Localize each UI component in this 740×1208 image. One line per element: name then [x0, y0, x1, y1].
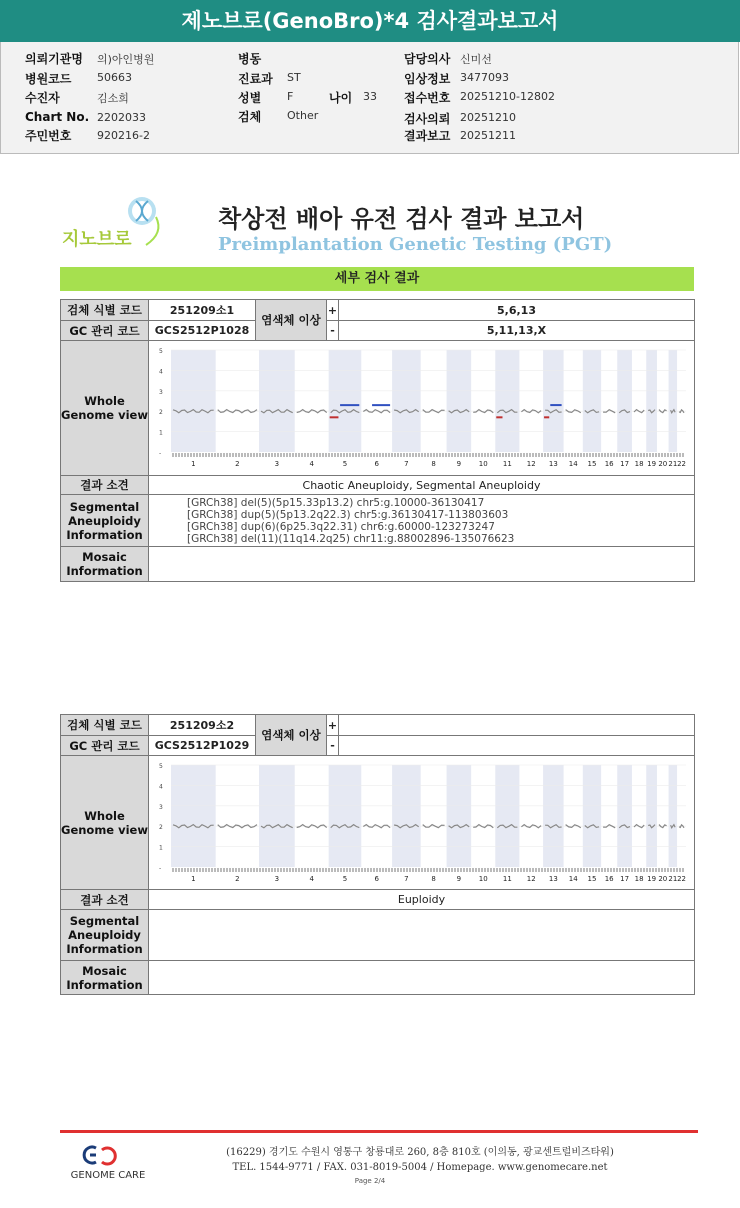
result-label: 결과 소견	[61, 476, 149, 495]
patient-label: 결과보고	[404, 129, 451, 143]
chromosome-band	[543, 350, 564, 452]
y-tick-label: 1	[159, 844, 163, 852]
chromosome-label: 4	[309, 874, 314, 883]
chromosome-band	[646, 765, 657, 867]
segmental-info	[149, 910, 695, 961]
patient-value: 920216-2	[97, 129, 150, 142]
patient-value: F	[287, 90, 294, 103]
segmental-line: [GRCh38] dup(6)(6p25.3q22.31) chr6:g.60000-123273247	[187, 520, 495, 533]
chrom-abn-label: 염색체 이상	[256, 715, 327, 756]
whole-genome-label: Whole Genome view	[61, 756, 149, 890]
chromosome-band	[543, 765, 564, 867]
patient-value: ST	[287, 71, 301, 84]
contact-line: TEL. 1544-9771 / FAX. 031-8019-5004 / Homepage. www.genomecare.net	[232, 1162, 608, 1173]
y-tick-label: 4	[159, 368, 163, 376]
y-tick-label: 3	[159, 803, 163, 811]
patient-label: 병동	[238, 52, 262, 66]
result-label: 결과 소견	[61, 890, 149, 910]
patient-value: 2202033	[97, 111, 146, 124]
chromosome-label: 9	[456, 460, 462, 468]
chromosome-label: 1	[191, 460, 196, 468]
y-tick-label: 2	[159, 409, 163, 417]
patient-label: 성별	[238, 91, 262, 105]
chromosome-band	[617, 765, 632, 867]
patient-info-panel	[0, 42, 739, 154]
chromosome-label: 13	[548, 460, 558, 468]
chromosome-label: 21	[668, 460, 678, 468]
report-title: 제노브로(GenoBro)*4 검사결과보고서	[0, 0, 740, 42]
patient-label: Chart No.	[25, 110, 90, 124]
mosaic-info	[149, 961, 695, 995]
footer-address	[160, 1145, 680, 1175]
chromosome-band	[646, 350, 657, 452]
loss-chromosomes	[339, 736, 695, 756]
chromosome-label: 9	[456, 874, 462, 883]
chromosome-label: 2	[235, 874, 240, 883]
segmental-line: [GRCh38] dup(5)(5p13.2q22.3) chr5:g.36130417-113803603	[187, 508, 509, 521]
gain-chromosomes: 5,6,13	[339, 300, 695, 321]
gc-code-label: GC 관리 코드	[61, 321, 149, 341]
segmental-line: [GRCh38] del(11)(11q14.2q25) chr11:g.88002896-135076623	[187, 532, 515, 545]
segmental-label: Segmental Aneuploidy Information	[61, 910, 149, 961]
logo-text: 지노브로	[62, 229, 132, 250]
chromosome-label: 20	[658, 874, 668, 883]
genobro-logo	[60, 193, 180, 253]
chromosome-label: 11	[502, 874, 512, 883]
chromosome-label: 1	[191, 874, 196, 883]
gain-sign: +	[327, 300, 339, 321]
genome-chart-cell	[149, 756, 695, 890]
copy-number-trace	[566, 824, 581, 827]
result-text: Euploidy	[149, 890, 695, 910]
patient-value: 의)아인병원	[97, 53, 155, 66]
chrom-abn-label: 염색체 이상	[256, 300, 327, 341]
chromosome-band	[447, 765, 472, 867]
patient-value: 신미선	[460, 53, 492, 66]
chromosome-band	[259, 765, 295, 867]
chromosome-label: 10	[478, 874, 488, 883]
chromosome-label: 22	[677, 874, 686, 883]
chromosome-band	[392, 765, 421, 867]
chromosome-band	[495, 765, 519, 867]
chromosome-label: 19	[647, 460, 657, 468]
chromosome-band	[329, 350, 362, 452]
chromosome-band	[669, 350, 677, 452]
chromosome-label: 6	[374, 460, 379, 468]
patient-label: 검체	[238, 110, 262, 124]
chromosome-label: 18	[634, 874, 644, 883]
patient-label: 담당의사	[404, 52, 451, 66]
chromosome-label: 16	[604, 460, 614, 468]
segmental-info	[149, 495, 695, 547]
chromosome-label: 17	[620, 460, 630, 468]
chromosome-label: 4	[309, 460, 314, 468]
chromosome-label: 18	[634, 460, 644, 468]
mosaic-info	[149, 547, 695, 582]
company-name: GENOME CARE	[70, 1170, 146, 1181]
y-tick-label: -	[159, 864, 162, 872]
y-tick-label: 1	[159, 429, 163, 437]
y-tick-label: -	[159, 450, 162, 457]
loss-chromosomes: 5,11,13,X	[339, 321, 695, 341]
patient-label: 진료과	[238, 72, 273, 86]
result-text: Chaotic Aneuploidy, Segmental Aneuploidy	[149, 476, 695, 495]
chromosome-label: 17	[620, 874, 630, 883]
chromosome-label: 12	[526, 874, 536, 883]
segmental-label: Segmental Aneuploidy Information	[61, 495, 149, 547]
sample-result-table	[60, 299, 695, 582]
page-number: Page 2/4	[354, 1177, 386, 1185]
chromosome-label: 14	[568, 460, 578, 468]
y-tick-label: 5	[159, 762, 163, 770]
chromosome-label: 12	[526, 460, 536, 468]
chromosome-label: 8	[431, 874, 436, 883]
chromosome-band	[583, 765, 601, 867]
whole-genome-chart	[151, 344, 691, 472]
chromosome-band	[171, 765, 216, 867]
chromosome-label: 15	[587, 460, 597, 468]
y-tick-label: 2	[159, 823, 163, 831]
patient-value: 김소희	[97, 92, 129, 105]
patient-label: 나이	[329, 91, 353, 105]
chromosome-band	[259, 350, 295, 452]
y-tick-label: 3	[159, 388, 163, 396]
chromosome-label: 5	[342, 874, 348, 883]
chromosome-label: 21	[668, 874, 678, 883]
mosaic-label: Mosaic Information	[61, 547, 149, 582]
chromosome-band	[583, 350, 601, 452]
copy-number-trace	[634, 824, 644, 827]
patient-label: 임상정보	[404, 72, 451, 86]
gc-code: GCS2512P1029	[149, 736, 256, 756]
chromosome-band	[669, 765, 677, 867]
genome-chart-cell	[149, 341, 695, 476]
patient-label: 의뢰기관명	[25, 52, 83, 66]
address-line: (16229) 경기도 수원시 영통구 창룡대로 260, 8층 810호 (이의동, 광교센트럴비즈타워)	[226, 1147, 614, 1158]
chromosome-band	[447, 350, 472, 452]
patient-label: 수진자	[25, 91, 60, 105]
chromosome-band	[329, 765, 362, 867]
chromosome-label: 19	[647, 874, 657, 883]
y-tick-label: 4	[159, 782, 163, 790]
chromosome-label: 15	[587, 874, 597, 883]
chromosome-label: 10	[478, 460, 488, 468]
loss-sign: -	[327, 736, 339, 756]
whole-genome-label: Whole Genome view	[61, 341, 149, 476]
loss-sign: -	[327, 321, 339, 341]
copy-number-trace	[566, 410, 581, 413]
gain-chromosomes	[339, 715, 695, 736]
chromosome-label: 8	[431, 460, 436, 468]
patient-value: 50663	[97, 71, 132, 84]
mosaic-label: Mosaic Information	[61, 961, 149, 995]
copy-number-trace	[634, 410, 644, 413]
chromosome-label: 14	[568, 874, 578, 883]
chromosome-label: 3	[274, 460, 280, 468]
chromosome-label: 6	[374, 874, 379, 883]
gc-code: GCS2512P1028	[149, 321, 256, 341]
whole-genome-chart	[151, 759, 691, 887]
gc-code-label: GC 관리 코드	[61, 736, 149, 756]
patient-label: 주민번호	[25, 129, 72, 143]
report-heading-en: Preimplantation Genetic Testing (PGT)	[218, 234, 613, 255]
patient-label: 검사의뢰	[404, 112, 451, 126]
footer-divider	[60, 1130, 698, 1133]
chromosome-label: 3	[274, 874, 280, 883]
specimen-id: 251209소2	[149, 715, 256, 736]
chromosome-label: 5	[342, 460, 348, 468]
specimen-id: 251209소1	[149, 300, 256, 321]
sample-result-table	[60, 714, 695, 995]
chromosome-band	[392, 350, 421, 452]
chromosome-band	[617, 350, 632, 452]
chromosome-label: 7	[404, 874, 409, 883]
report-heading-ko: 착상전 배아 유전 검사 결과 보고서	[218, 205, 585, 233]
patient-value: 20251211	[460, 129, 516, 142]
genome-care-logo	[58, 1142, 158, 1182]
gain-sign: +	[327, 715, 339, 736]
segmental-line: [GRCh38] del(5)(5p15.33p13.2) chr5:g.10000-36130417	[187, 496, 485, 509]
patient-label: 접수번호	[404, 91, 451, 105]
chromosome-band	[171, 350, 216, 452]
patient-label: 병원코드	[25, 72, 72, 86]
patient-value: Other	[287, 109, 319, 122]
specimen-id-label: 검체 식별 코드	[61, 300, 149, 321]
chromosome-band	[495, 350, 519, 452]
patient-value: 3477093	[460, 71, 509, 84]
chromosome-label: 13	[548, 874, 558, 883]
patient-value: 20251210-12802	[460, 90, 555, 103]
chromosome-label: 22	[677, 460, 686, 468]
patient-value: 20251210	[460, 111, 516, 124]
chromosome-label: 16	[604, 874, 614, 883]
chromosome-label: 7	[404, 460, 409, 468]
chromosome-label: 20	[658, 460, 668, 468]
patient-value: 33	[363, 90, 377, 103]
section-title: 세부 검사 결과	[60, 267, 694, 291]
specimen-id-label: 검체 식별 코드	[61, 715, 149, 736]
chromosome-label: 2	[235, 460, 240, 468]
y-tick-label: 5	[159, 348, 163, 355]
chromosome-label: 11	[502, 460, 512, 468]
